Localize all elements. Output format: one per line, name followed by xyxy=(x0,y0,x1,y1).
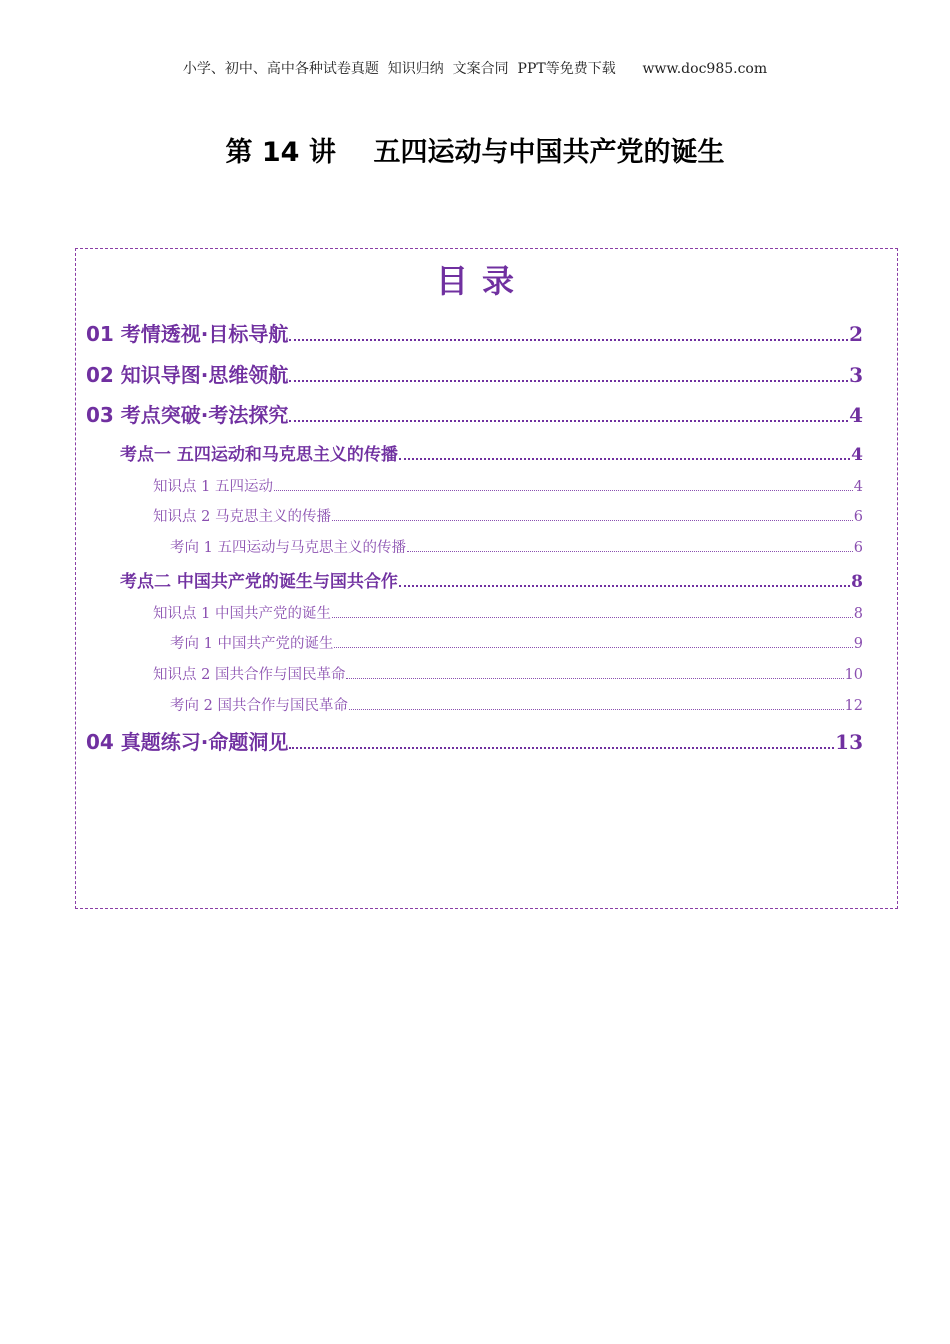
toc-page-number: 4 xyxy=(851,445,863,465)
toc-leader-dots xyxy=(399,448,850,460)
toc-entry-label: 知识点 2 马克思主义的传播 xyxy=(153,509,331,525)
toc-page-number: 9 xyxy=(853,636,863,652)
toc-page-number: 4 xyxy=(853,479,863,495)
toc-page-number: 13 xyxy=(835,730,863,754)
toc-entry-label: 知识点 1 五四运动 xyxy=(153,479,273,495)
toc-page-number: 6 xyxy=(853,509,863,525)
toc-leader-dots xyxy=(289,327,848,341)
toc-leader-dots xyxy=(289,735,834,749)
toc-page-number: 2 xyxy=(849,322,863,346)
toc-entry-zhishidian-1-1[interactable] xyxy=(153,475,863,496)
toc-leader-dots xyxy=(407,543,853,552)
toc-leader-dots xyxy=(349,701,844,710)
toc-entry-label: 04 真题练习·命题洞见 xyxy=(86,730,289,754)
toc-leader-dots xyxy=(346,670,843,679)
toc-page-number: 10 xyxy=(844,667,863,683)
document-title: 第 14 讲 五四运动与中国共产党的诞生 xyxy=(225,137,725,168)
page-header: 小学、初中、高中各种试卷真题 知识归纳 文案合同 PPT等免费下载 www.doc985.com xyxy=(182,61,768,77)
toc-entry-label: 考向 2 国共合作与国民革命 xyxy=(170,698,348,714)
toc-entry-02[interactable] xyxy=(86,359,863,388)
toc-entry-kaodian-2[interactable] xyxy=(120,567,863,592)
toc-entry-label: 考点二 中国共产党的诞生与国共合作 xyxy=(120,572,398,592)
toc-entry-label: 考向 1 中国共产党的诞生 xyxy=(170,636,334,652)
toc-leader-dots xyxy=(332,512,853,521)
toc-entry-04[interactable] xyxy=(86,726,863,755)
toc-leader-dots xyxy=(332,609,853,618)
toc-entry-01[interactable] xyxy=(86,318,863,347)
toc-entry-kaoxiang-2-1[interactable] xyxy=(170,632,863,653)
toc-leader-dots xyxy=(289,368,848,382)
toc-entry-label: 知识点 2 国共合作与国民革命 xyxy=(153,667,346,683)
toc-page-number: 4 xyxy=(849,403,863,427)
toc-heading: 目录 xyxy=(435,262,528,300)
toc-page-number: 3 xyxy=(849,363,863,387)
toc-leader-dots xyxy=(334,639,852,648)
toc-page-number: 8 xyxy=(853,606,863,622)
toc-page-number: 6 xyxy=(853,540,863,556)
toc-page-number: 8 xyxy=(851,572,863,592)
toc-page-number: 12 xyxy=(844,698,863,714)
toc-entry-label: 考点一 五四运动和马克思主义的传播 xyxy=(120,445,398,465)
toc-leader-dots xyxy=(399,575,850,587)
toc-entry-zhishidian-1-2[interactable] xyxy=(153,505,863,526)
toc-entry-03[interactable] xyxy=(86,399,863,428)
toc-leader-dots xyxy=(274,482,853,491)
toc-entry-label: 考向 1 五四运动与马克思主义的传播 xyxy=(170,540,406,556)
toc-entry-zhishidian-2-1[interactable] xyxy=(153,602,863,623)
toc-entry-kaodian-1[interactable] xyxy=(120,440,863,465)
toc-entry-label: 02 知识导图·思维领航 xyxy=(86,363,289,387)
toc-entry-zhishidian-2-2[interactable] xyxy=(153,663,863,684)
toc-entry-label: 01 考情透视·目标导航 xyxy=(86,322,289,346)
toc-leader-dots xyxy=(289,408,848,422)
toc-entry-label: 知识点 1 中国共产党的诞生 xyxy=(153,606,331,622)
toc-entry-kaoxiang-2-2[interactable] xyxy=(170,694,863,715)
toc-entry-kaoxiang-1-1[interactable] xyxy=(170,536,863,557)
toc-entry-label: 03 考点突破·考法探究 xyxy=(86,403,289,427)
